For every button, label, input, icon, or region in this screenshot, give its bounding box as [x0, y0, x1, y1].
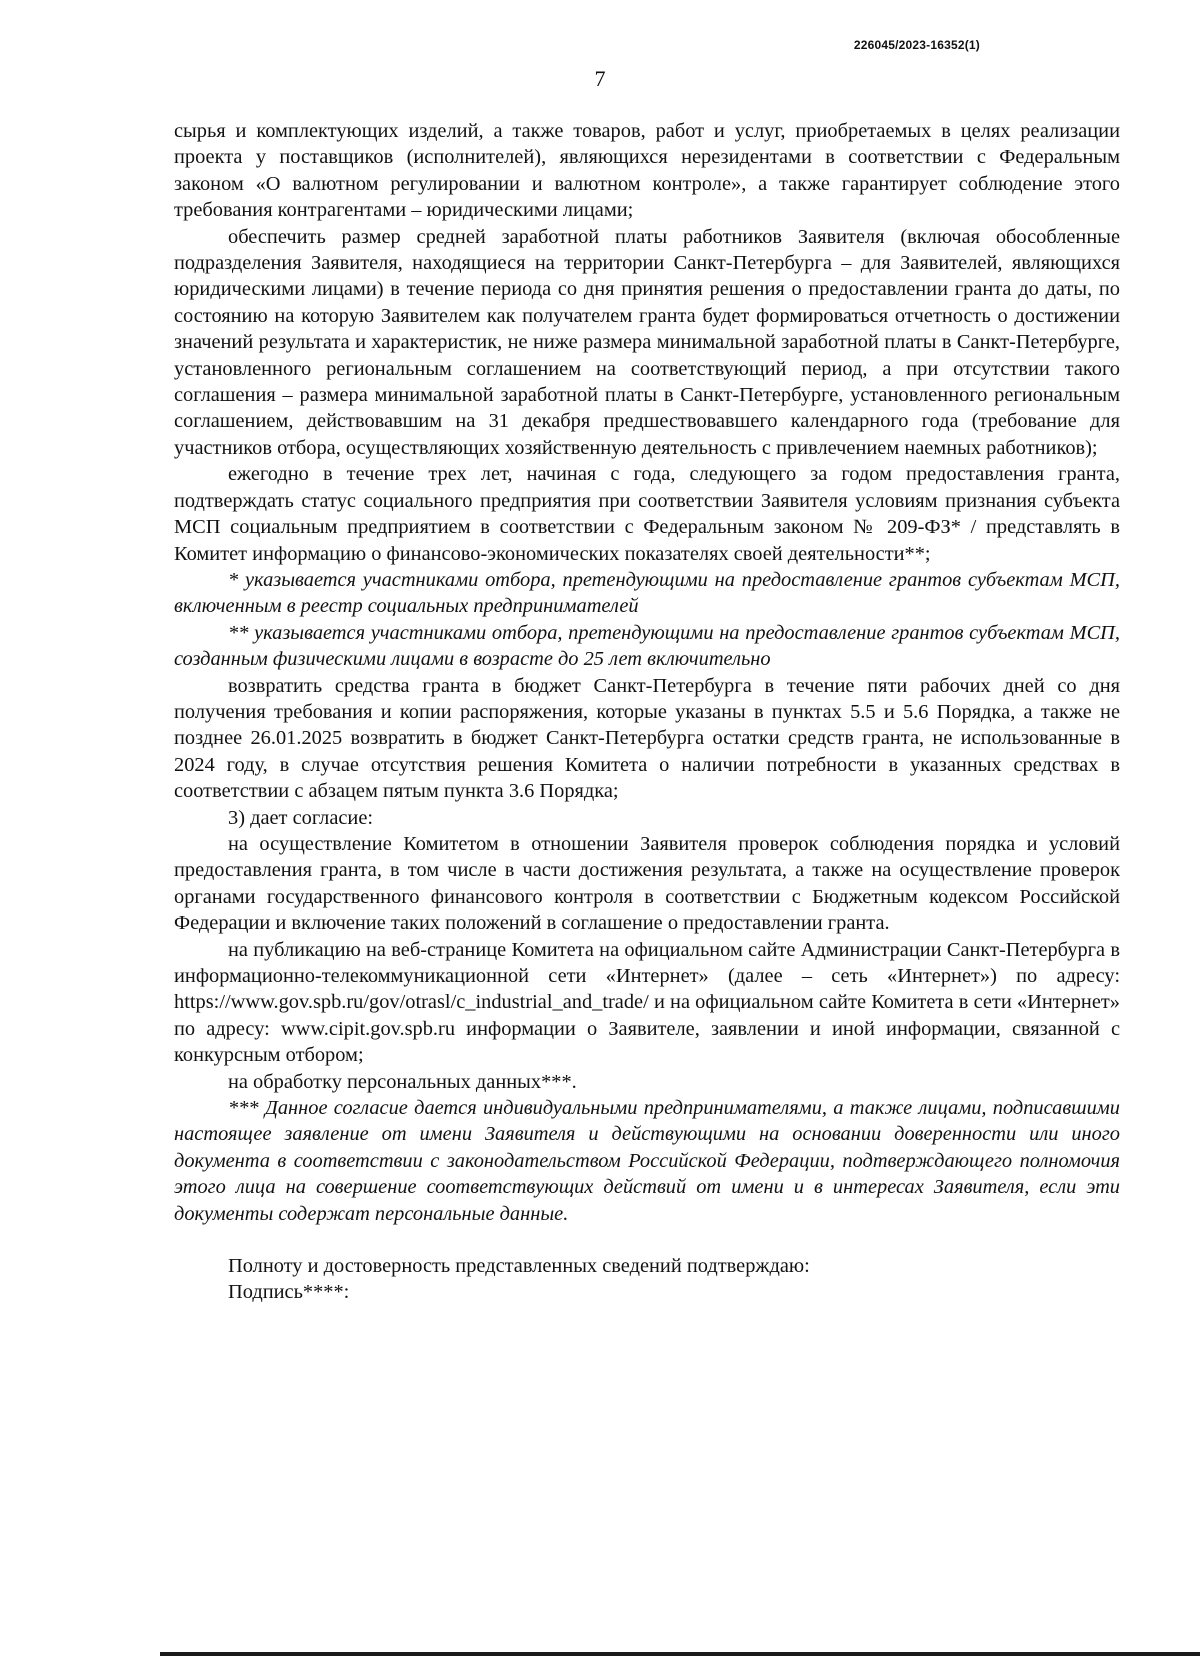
scan-edge-line	[160, 1652, 1200, 1656]
paragraph-average-salary: обеспечить размер средней заработной платы работников Заявителя (включая обособленные подразделения Заявителя, находящиеся на территории Санкт-Петербурга – для Заявителей, являющихся юридическими лицами) в течение периода со дня принятия решения о предоставлении гранта до даты, по состоянию на которую Заявителем как получателем гранта будет формироваться отчетность о достижении значений результата и характеристик, не ниже размера минимальной заработной платы в Санкт-Петербурге, установленного региональным соглашением на соответствующий период, а при отсутствии такого соглашения – размера минимальной заработной платы в Санкт-Петербурге, установленного региональным соглашением, действовавшим на 31 декабря предшествовавшего календарного года (требование для участников отбора, осуществляющих хозяйственную деятельность с привлечением наемных работников);	[174, 225, 1120, 459]
document-id: 226045/2023-16352(1)	[853, 38, 980, 52]
footnote-three-stars: *** Данное согласие дается индивидуальными предпринимателями, а также лицами, подписавшими настоящее заявление от имени Заявителя и действующими на основании доверенности или иного документа в соответствии с законодательством Российской Федерации, подтверждающего полномочия этого лица на совершение соответствующих действий от имени и в интересах Заявителя, если эти документы содержат персональные данные.	[174, 1097, 1120, 1225]
paragraph-consent-inspections: на осуществление Комитетом в отношении Заявителя проверок соблюдения порядка и условий предоставления гранта, в том числе в части достижения результата, а также на осуществление проверок органами государственного финансового контроля в соответствии с Бюджетным кодексом Российской Федерации и включение таких положений в соглашение о предоставлении гранта.	[174, 832, 1120, 935]
page-number: 7	[594, 66, 606, 91]
paragraph-consent-heading: 3) дает согласие:	[228, 806, 374, 829]
paragraph-consent-publication: на публикацию на веб-странице Комитета на официальном сайте Администрации Санкт-Петербурга в информационно-телекоммуникационной сети «Интернет» (далее – сеть «Интернет») по адресу: https://www.gov.spb.ru/gov/otrasl/c_industrial_and_trade/ и на официальном сайте Комитета в сети «Интернет» по адресу: www.cipit.gov.spb.ru информации о Заявителе, заявлении и иной информации, связанной с конкурсным отбором;	[174, 938, 1120, 1067]
paragraph-social-enterprise-status: ежегодно в течение трех лет, начиная с года, следующего за годом предоставления гранта, подтверждать статус социального предприятия при соответствии Заявителя условиям признания субъекта МСП социальным предприятием в соответствии с Федеральным законом № 209-ФЗ* / представлять в Комитет информацию о финансово-экономических показателях своей деятельности**;	[174, 463, 1120, 565]
paragraph-return-grant-funds: возвратить средства гранта в бюджет Санкт-Петербурга в течение пяти рабочих дней со дня получения требования и копии распоряжения, которые указаны в пунктах 5.5 и 5.6 Порядка, а также не позднее 26.01.2025 возвратить в бюджет Санкт-Петербурга остатки средств гранта, не использованные в 2024 году, в случае отсутствия решения Комитета о наличии потребности в указанных средствах в соответствии с абзацем пятым пункта 3.6 Порядка;	[174, 674, 1120, 803]
paragraph-materials-continuation: сырья и комплектующих изделий, а также товаров, работ и услуг, приобретаемых в целях реализации проекта у поставщиков (исполнителей), являющихся нерезидентами в соответствии с Федеральным законом «О валютном регулировании и валютном контроле», а также гарантирует соблюдение этого требования контрагентами – юридическими лицами;	[174, 120, 1120, 222]
document-body	[174, 118, 1120, 1306]
footnote-one-star: * указывается участниками отбора, претендующими на предоставление грантов субъектам МСП, включенным в реестр социальных предпринимателей	[174, 568, 1120, 618]
paragraph-consent-personal-data: на обработку персональных данных***.	[228, 1070, 577, 1093]
signature-label: Подпись****:	[228, 1281, 350, 1304]
footnote-two-stars: ** указывается участниками отбора, претендующими на предоставление грантов субъектам МСП, созданным физическими лицами в возрасте до 25 лет включительно	[174, 621, 1120, 671]
paragraph-confirmation: Полноту и достоверность представленных сведений подтверждаю:	[228, 1255, 810, 1278]
